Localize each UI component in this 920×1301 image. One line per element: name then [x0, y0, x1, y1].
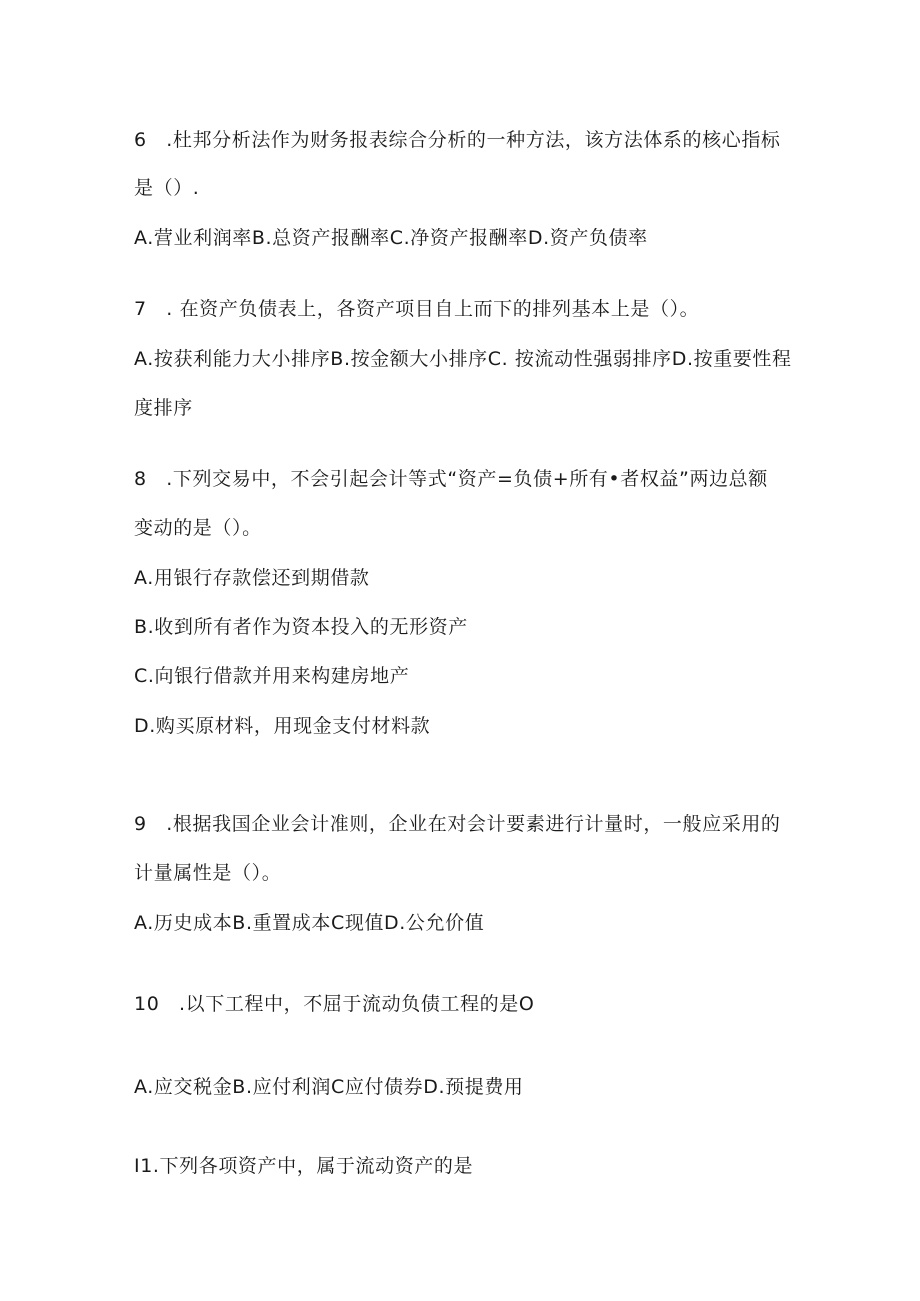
question-7-stem: 7 . 在资产负债表上，各资产项目自上而下的排列基本上是（）。	[134, 298, 700, 320]
question-7-options-line-2: 度排序	[134, 397, 193, 419]
question-11-stem: I1.下列各项资产中，属于流动资产的是	[134, 1155, 474, 1177]
question-8-option-c: C.向银行借款并用来构建房地产	[134, 665, 410, 687]
question-9-stem-line-1: 9 .根据我国企业会计准则，企业在对会计要素进行计量时，一般应采用的	[134, 813, 781, 835]
question-8-stem-line-1: 8 .下列交易中，不会引起会计等式“资产=负债+所有•者权益”两边总额	[134, 468, 768, 490]
question-10-options: A.应交税金B.应付利润C应付债券D.预提费用	[134, 1076, 524, 1098]
question-10-stem: 10 .以下工程中，不屈于流动负债工程的是O	[134, 993, 535, 1015]
question-6-options: A.营业利润率B.总资产报酬率C.净资产报酬率D.资产负债率	[134, 227, 648, 249]
question-7-options-line-1: A.按获利能力大小排序B.按金额大小排序C. 按流动性强弱排序D.按重要性程	[134, 348, 792, 370]
question-8-option-b: B.收到所有者作为资本投入的无形资产	[134, 616, 468, 638]
question-6-stem-line-1: 6 .杜邦分析法作为财务报表综合分析的一种方法，该方法体系的核心指标	[134, 129, 781, 151]
question-8-option-a: A.用银行存款偿还到期借款	[134, 567, 370, 589]
question-9-options: A.历史成本B.重置成本C现值D.公允价值	[134, 912, 485, 934]
question-8-option-d: D.购买原材料，用现金支付材料款	[134, 715, 431, 737]
question-9-stem-line-2: 计量属性是（）。	[134, 862, 282, 884]
question-6-stem-line-2: 是（）.	[134, 177, 200, 199]
question-8-stem-line-2: 变动的是（）。	[134, 517, 262, 539]
